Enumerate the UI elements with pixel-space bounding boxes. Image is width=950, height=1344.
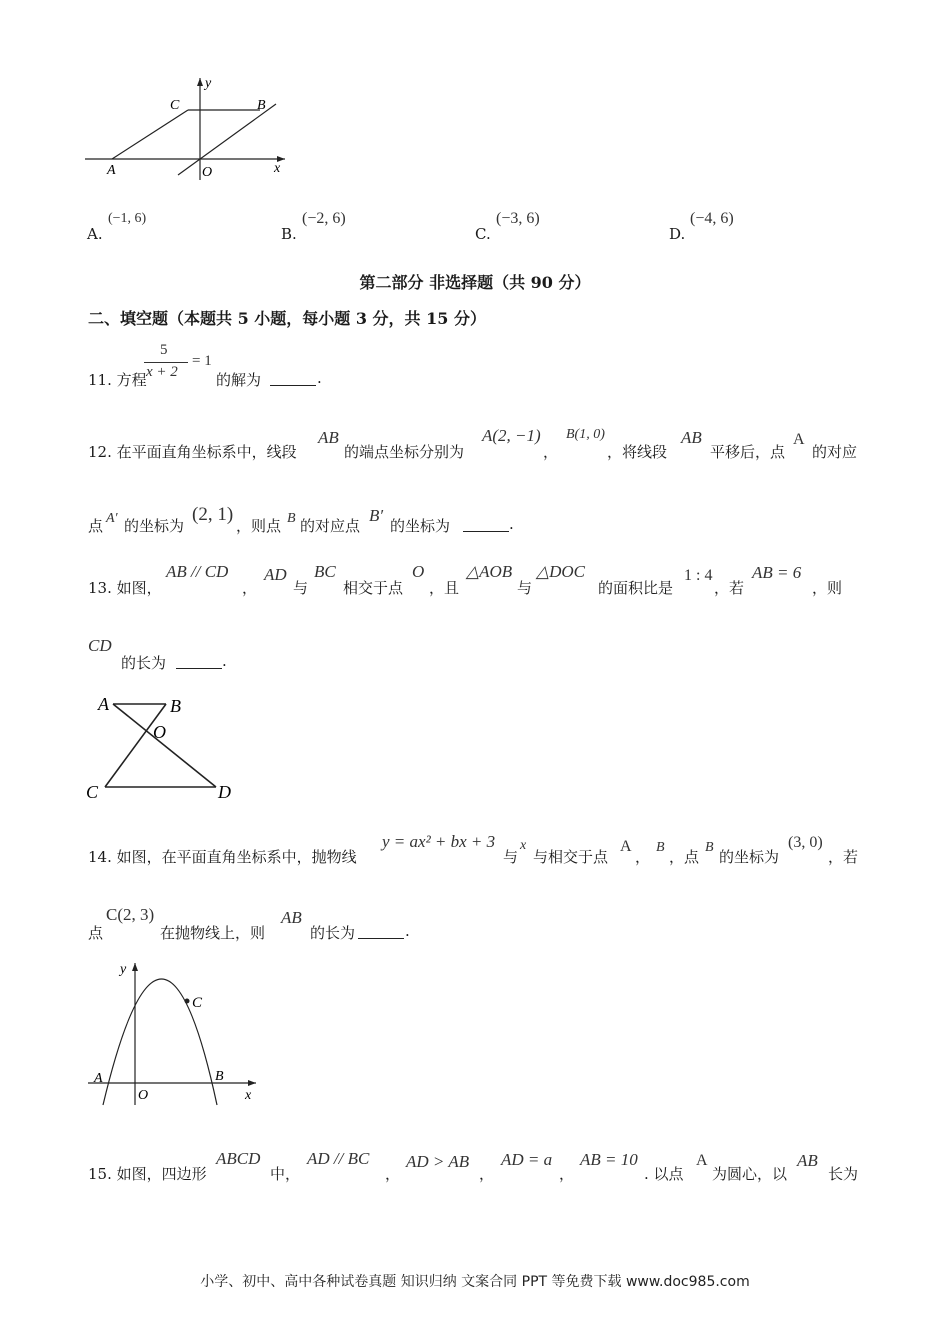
fig10-label-A: A [107, 163, 116, 178]
page-footer: 小学、初中、高中各种试卷真题 知识归纳 文案合同 PPT 等免费下载 www.doc985.com [200, 1274, 750, 1290]
fig13-label-C: C [86, 782, 99, 802]
fig10-label-C: C [170, 98, 180, 113]
fig10-label-O: O [202, 165, 213, 180]
fig14-label-C: C [192, 995, 203, 1011]
fig10-label-x: x [274, 161, 281, 176]
fig14-label-B: B [215, 1069, 224, 1084]
answer-blank[interactable] [176, 654, 222, 669]
answer-blank[interactable] [270, 371, 316, 386]
answer-blank[interactable] [463, 517, 509, 532]
q13-figure [80, 690, 250, 810]
fig10-label-y: y [205, 76, 212, 91]
fraction-bar [144, 362, 188, 363]
fig13-label-D: D [218, 782, 231, 802]
section2-title: 二、填空题（本题共 5 小题，每小题 3 分，共 15 分） [88, 309, 486, 328]
fig14-label-O: O [138, 1088, 149, 1103]
fig13-label-O: O [153, 722, 166, 742]
fig14-label-x: x [245, 1088, 252, 1103]
answer-blank[interactable] [358, 924, 404, 939]
fig14-label-A: A [94, 1071, 103, 1086]
q14-figure [80, 955, 270, 1115]
fig14-label-y: y [120, 962, 127, 977]
fig13-label-B: B [170, 696, 181, 716]
fig13-label-A: A [98, 694, 109, 714]
fig10-label-B: B [257, 98, 266, 113]
q10-figure [80, 70, 300, 185]
part2-title: 第二部分 非选择题（共 90 分） [359, 273, 591, 292]
